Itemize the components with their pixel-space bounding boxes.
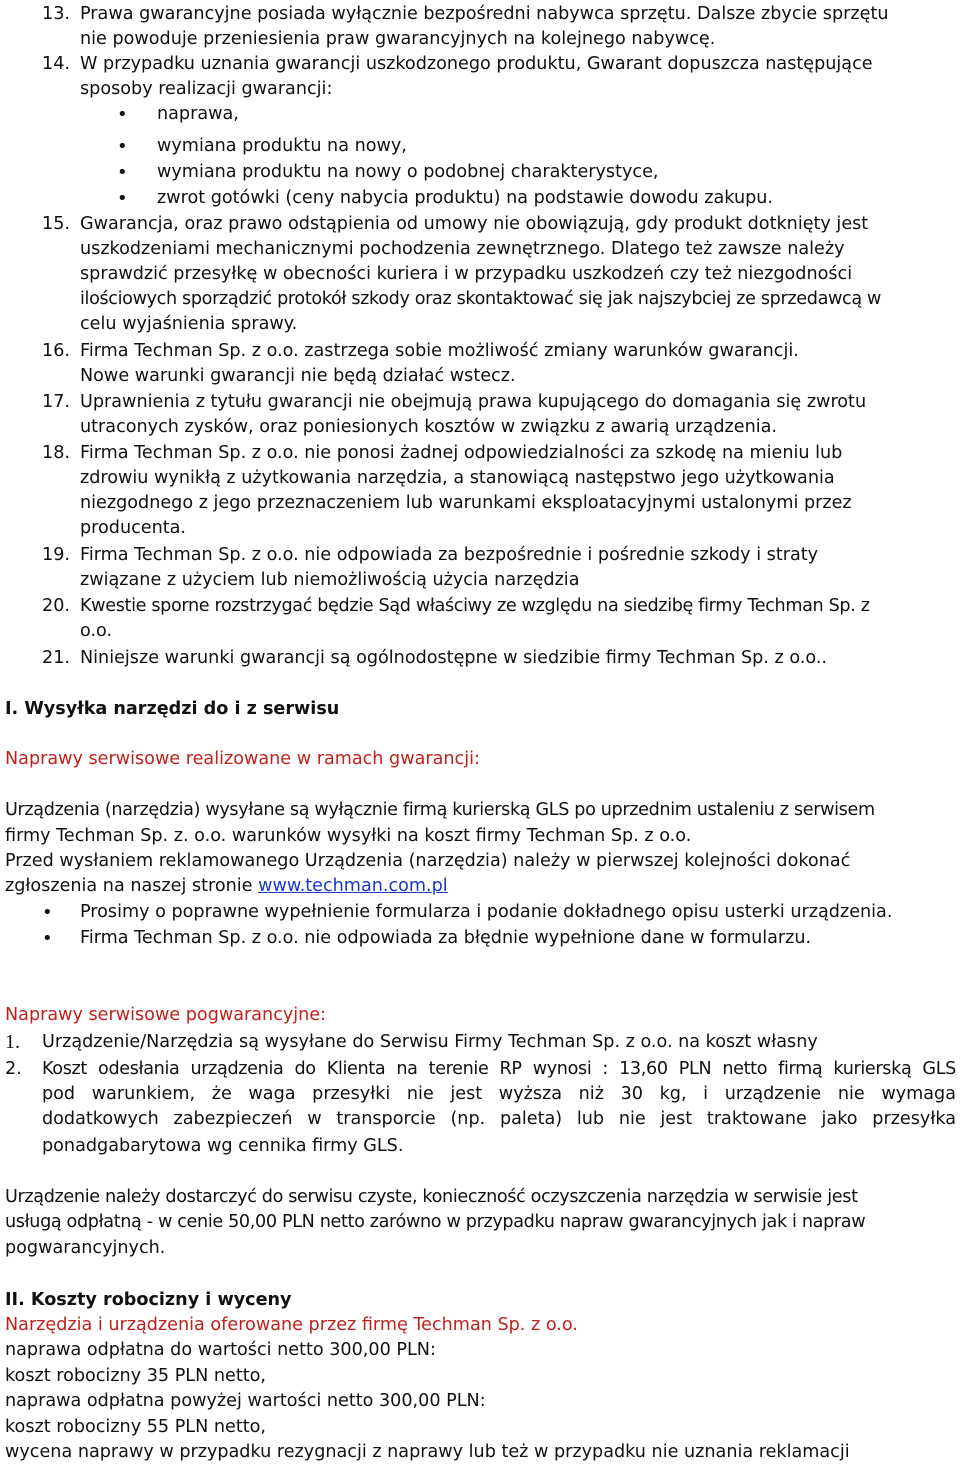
shipping-cost-line-2: pod warunkiem, że waga przesyłki nie jest wyższa niż 30 kg, i urządzenie nie wymaga (42, 1084, 956, 1104)
paragraph-15-line-4: ilościowych sporządzić protokół szkody oraz skontaktować się jak najszybciej ze sprzedawcą w (80, 289, 882, 309)
cleaning-paragraph-line-1: Urządzenie należy dostarczyć do serwisu czyste, konieczność oczyszczenia narzędzia w serwisie jest (5, 1187, 858, 1207)
paragraph-17-line-2: utraconych zysków, oraz poniesionych kosztów w związku z awarią urządzenia. (80, 417, 777, 437)
paragraph-20-line-1: Kwestie sporne rozstrzygać będzie Sąd właściwy ze względu na siedzibę firmy Techman Sp. z (80, 596, 870, 616)
item-number: 18. (42, 443, 70, 463)
bullet-icon: • (42, 928, 53, 949)
item-number: 21. (42, 648, 70, 668)
report-paragraph-line-1: Przed wysłaniem reklamowanego Urządzenia (narzędzia) należy w pierwszej kolejności dokonać (5, 851, 851, 871)
paragraph-20-line-2: o.o. (80, 621, 113, 641)
paragraph-19-line-2: związane z użyciem lub niemożliwością użycia narzędzia (80, 570, 580, 590)
paragraph-13-line-2: nie powoduje przeniesienia praw gwarancyjnych na kolejnego nabywcę. (80, 29, 716, 49)
paragraph-14-line-1: W przypadku uznania gwarancji uszkodzonego produktu, Gwarant dopuszcza następujące (80, 54, 873, 74)
paragraph-16-line-2: Nowe warunki gwarancji nie będą działać wstecz. (80, 366, 516, 386)
paragraph-14-line-2: sposoby realizacji gwarancji: (80, 79, 333, 99)
shipping-paragraph-line-1: Urządzenia (narzędzia) wysyłane są wyłącznie firmą kurierską GLS po uprzednim ustaleniu z serwisem (5, 800, 875, 820)
bullet-icon: • (117, 188, 128, 209)
paragraph-13-line-1: Prawa gwarancyjne posiada wyłącznie bezpośredni nabywca sprzętu. Dalsze zbycie sprzętu (80, 4, 889, 24)
pricing-line: naprawa odpłatna do wartości netto 300,00 PLN: (5, 1340, 436, 1360)
paragraph-15-line-1: Gwarancja, oraz prawo odstąpienia od umowy nie obowiązują, gdy produkt dotknięty jest (80, 214, 869, 234)
pricing-line: koszt robocizny 35 PLN netto, (5, 1366, 266, 1386)
item-number: 2. (5, 1059, 22, 1079)
paragraph-18-line-4: producenta. (80, 518, 187, 538)
paragraph-15-line-5: celu wyjaśnienia sprawy. (80, 314, 298, 334)
pricing-line: naprawa odpłatna powyżej wartości netto 300,00 PLN: (5, 1391, 486, 1411)
paragraph-15-line-3: sprawdzić przesyłkę w obecności kuriera i w przypadku uszkodzeń czy też niezgodności (80, 264, 853, 284)
website-link[interactable]: www.techman.com.pl (258, 876, 448, 896)
warranty-option: zwrot gotówki (ceny nabycia produktu) na podstawie dowodu zakupu. (157, 188, 774, 208)
item-number: 20. (42, 596, 70, 616)
report-paragraph-line-2: zgłoszenia na naszej stronie www.techman.com.pl (5, 876, 448, 896)
post-warranty-subheading: Naprawy serwisowe pogwarancyjne: (5, 1005, 327, 1025)
section-2-heading: II. Koszty robocizny i wyceny (5, 1290, 292, 1310)
bullet-icon: • (117, 136, 128, 157)
cleaning-paragraph-line-3: pogwarancyjnych. (5, 1238, 166, 1258)
item-number: 16. (42, 341, 70, 361)
form-disclaimer: Firma Techman Sp. z o.o. nie odpowiada za błędnie wypełnione dane w formularzu. (80, 928, 812, 948)
shipping-cost-line-1: Koszt odesłania urządzenia do Klienta na terenie RP wynosi : 13,60 PLN netto firmą kurierską GLS (42, 1059, 956, 1079)
item-number: 14. (42, 54, 70, 74)
item-number: 19. (42, 545, 70, 565)
paragraph-21-line-1: Niniejsze warunki gwarancji są ogólnodostępne w siedzibie firmy Techman Sp. z o.o.. (80, 648, 828, 668)
paragraph-15-line-2: uszkodzeniami mechanicznymi pochodzenia zewnętrznego. Dlatego też zawsze należy (80, 239, 845, 259)
shipping-cost-line-3: dodatkowych zabezpieczeń w transporcie (np. paleta) lub nie jest traktowane jako przesyłka (42, 1109, 956, 1129)
paragraph-18-line-1: Firma Techman Sp. z o.o. nie ponosi żadnej odpowiedzialności za szkodę na mieniu lub (80, 443, 843, 463)
warranty-option: naprawa, (157, 104, 239, 124)
item-number: 13. (42, 4, 70, 24)
shipping-cost-line-4: ponadgabarytowa wg cennika firmy GLS. (42, 1136, 404, 1156)
paragraph-17-line-1: Uprawnienia z tytułu gwarancji nie obejmują prawa kupującego do domagania się zwrotu (80, 392, 867, 412)
form-instruction: Prosimy o poprawne wypełnienie formularza i podanie dokładnego opisu usterki urządzenia. (80, 902, 893, 922)
pricing-line: wycena naprawy w przypadku rezygnacji z naprawy lub też w przypadku nie uznania reklamacji (5, 1442, 850, 1462)
item-number: 1. (5, 1031, 20, 1053)
paragraph-18-line-2: zdrowiu wynikłą z użytkowania narzędzia, a stanowiącą następstwo jego użytkowania (80, 468, 835, 488)
section-2-subheading: Narzędzia i urządzenia oferowane przez firmę Techman Sp. z o.o. (5, 1315, 578, 1335)
cleaning-paragraph-line-2: usługą odpłatną - w cenie 50,00 PLN netto zarówno w przypadku napraw gwarancyjnych jak i napraw (5, 1212, 866, 1232)
post-warranty-item-1: Urządzenie/Narzędzia są wysyłane do Serwisu Firmy Techman Sp. z o.o. na koszt własny (42, 1032, 818, 1052)
section-1-heading: I. Wysyłka narzędzi do i z serwisu (5, 699, 340, 719)
warranty-option: wymiana produktu na nowy, (157, 136, 407, 156)
paragraph-19-line-1: Firma Techman Sp. z o.o. nie odpowiada za bezpośrednie i pośrednie szkody i straty (80, 545, 819, 565)
bullet-icon: • (117, 162, 128, 183)
item-number: 15. (42, 214, 70, 234)
pricing-line: koszt robocizny 55 PLN netto, (5, 1417, 266, 1437)
paragraph-16-line-1: Firma Techman Sp. z o.o. zastrzega sobie możliwość zmiany warunków gwarancji. (80, 341, 799, 361)
bullet-icon: • (42, 902, 53, 923)
warranty-option: wymiana produktu na nowy o podobnej charakterystyce, (157, 162, 659, 182)
bullet-icon: • (117, 104, 128, 125)
item-number: 17. (42, 392, 70, 412)
warranty-repairs-subheading: Naprawy serwisowe realizowane w ramach gwarancji: (5, 749, 480, 769)
paragraph-18-line-3: niezgodnego z jego przeznaczeniem lub warunkami eksploatacyjnymi ustalonymi przez (80, 493, 852, 513)
shipping-paragraph-line-2: firmy Techman Sp. z. o.o. warunków wysyłki na koszt firmy Techman Sp. z o.o. (5, 826, 692, 846)
